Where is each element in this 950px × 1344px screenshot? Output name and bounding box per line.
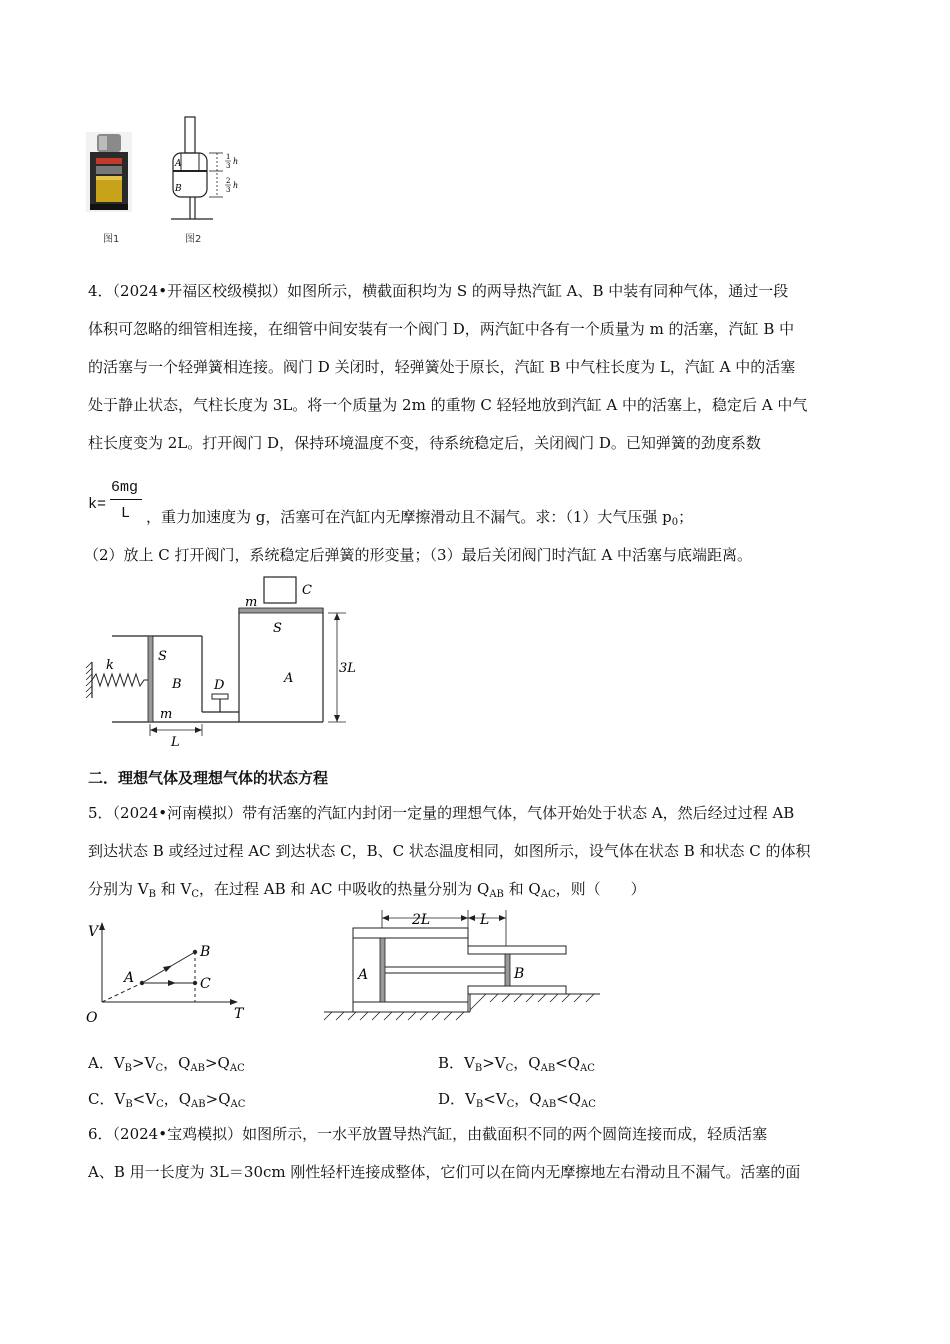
- k-denominator: L: [121, 505, 131, 522]
- q4-line-3: 的活塞与一个轻弹簧相连接。阀门 D 关闭时，轻弹簧处于原长，汽缸 B 中气柱长度为 L，汽缸 A 中的活塞: [88, 358, 796, 376]
- fraction-bar: [110, 499, 142, 500]
- opt-c-m1: <V: [132, 1090, 157, 1108]
- opt-b-m2: ，Q: [513, 1054, 541, 1072]
- sub-vc: C: [191, 889, 199, 900]
- figure-2-diagram: [165, 115, 245, 227]
- sub-qac: AC: [540, 889, 556, 900]
- opt-a-m1: >V: [132, 1054, 156, 1072]
- fig2-h1: h: [233, 157, 239, 166]
- opt-c-m2: ，Q: [163, 1090, 192, 1108]
- opt-d-pre: D．V: [438, 1090, 476, 1108]
- q4-line-6-end: ；: [678, 508, 694, 526]
- k-numerator: 6mg: [111, 479, 139, 496]
- q5-line-1: 5．（2024•河南模拟）带有活塞的汽缸内封闭一定量的理想气体，气体开始处于状态 A，然后经过过程 AB: [88, 804, 795, 822]
- q5-line-3-g: 和 Q: [503, 880, 541, 898]
- opt-c-s3: AB: [191, 1099, 206, 1110]
- dimension-3l: 3L: [339, 661, 356, 676]
- q4-figure: [84, 572, 374, 752]
- label-a: A: [284, 671, 294, 686]
- fig2-label-b: B: [175, 184, 182, 194]
- opt-a-m2: ，Q: [163, 1054, 191, 1072]
- label-m-a: m: [245, 595, 258, 610]
- cylinder-photo-image: [86, 132, 132, 212]
- sub-qab: AB: [489, 889, 504, 900]
- q4-line-7: （2）放上 C 打开阀门，系统稳定后弹簧的形变量；（3）最后关闭阀门时汽缸 A 中活塞与底端距离。: [84, 546, 752, 564]
- piston-a-h: [380, 938, 385, 1002]
- label-b: B: [172, 677, 182, 692]
- fig2-frac2-den: 3: [226, 186, 231, 194]
- opt-b-s4: AC: [580, 1063, 595, 1074]
- point-a-label: A: [124, 970, 135, 986]
- opt-d-m3: <Q: [556, 1090, 582, 1108]
- opt-d-s2: C: [506, 1099, 515, 1110]
- piston-label-a: A: [358, 967, 369, 983]
- dimension-l2: L: [480, 912, 490, 928]
- opt-c-s1: B: [125, 1099, 133, 1110]
- sub-vb: B: [148, 889, 156, 900]
- origin-label: O: [86, 1010, 98, 1026]
- option-c[interactable]: [88, 1089, 245, 1115]
- opt-a-pre: A．V: [88, 1054, 125, 1072]
- opt-c-pre: C．V: [88, 1090, 126, 1108]
- q4-line-2: 体积可忽略的细管相连接，在细管中间安装有一个阀门 D，两汽缸中各有一个质量为 m 的活塞，汽缸 B 中: [88, 320, 795, 338]
- opt-b-m3: <Q: [555, 1054, 581, 1072]
- axis-v-label: V: [88, 924, 99, 940]
- opt-d-s1: B: [475, 1099, 484, 1110]
- opt-b-m1: >V: [482, 1054, 506, 1072]
- q5-line-2: 到达状态 B 或经过过程 AC 到达状态 C，B、C 状态温度相同，如图所示，设气体在状态 B 和状态 C 的体积: [88, 842, 811, 860]
- axis-t-label: T: [234, 1006, 244, 1022]
- fig2-h2: h: [233, 181, 239, 190]
- point-b-label: B: [200, 944, 211, 960]
- q6-line-2: A、B 用一长度为 3L＝30cm 刚性轻杆连接成整体，它们可以在筒内无摩擦地左右滑动且不漏气。活塞的面: [88, 1163, 801, 1181]
- option-d[interactable]: [438, 1089, 596, 1115]
- q4-line-4: 处于静止状态，气柱长度为 3L。将一个质量为 2m 的重物 C 轻轻地放到汽缸 A 中的活塞上，稳定后 A 中气: [88, 396, 808, 414]
- piston-label-b: B: [514, 966, 525, 982]
- valve-label-d: D: [214, 678, 225, 693]
- dimension-2l: 2L: [412, 912, 431, 928]
- section-title: 二．理想气体及理想气体的状态方程: [88, 769, 329, 787]
- label-s-a: S: [273, 621, 282, 636]
- piston-b: [148, 636, 153, 722]
- horizontal-cylinder-figure: [320, 906, 605, 1030]
- option-a[interactable]: [88, 1053, 245, 1079]
- figure-1-photo: [86, 132, 132, 212]
- opt-b-s1: B: [474, 1063, 483, 1074]
- fig2-frac2-num: 2: [226, 177, 231, 185]
- opt-a-s1: B: [124, 1063, 133, 1074]
- q5-line-3-i: ，则（ ）: [555, 880, 646, 898]
- q5-line-3-e: ，在过程 AB 和 AC 中吸收的热量分别为 Q: [199, 880, 490, 898]
- dimension-l: L: [171, 735, 180, 750]
- opt-a-s3: AB: [190, 1063, 205, 1074]
- k-prefix: k=: [88, 496, 107, 513]
- opt-d-s3: AB: [541, 1099, 557, 1110]
- q5-line-3: [88, 879, 646, 905]
- q4-line-1: 4．（2024•开福区校级模拟）如图所示，横截面积均为 S 的两导热汽缸 A、B 中装有同种气体，通过一段: [88, 282, 789, 300]
- q6-line-1: 6．（2024•宝鸡模拟）如图所示，一水平放置导热汽缸，由截面积不同的两个圆筒连接而成，轻质活塞: [88, 1125, 768, 1143]
- spring-label-k: k: [106, 658, 114, 673]
- fig2-frac1-den: 3: [226, 162, 231, 170]
- opt-d-m2: ，Q: [514, 1090, 542, 1108]
- opt-a-s4: AC: [229, 1063, 245, 1074]
- p0-subscript: 0: [671, 517, 679, 528]
- opt-c-s2: C: [156, 1099, 164, 1110]
- opt-d-s4: AC: [581, 1099, 596, 1110]
- q5-line-3-a: 分别为 V: [88, 880, 149, 898]
- fig2-label-a: A: [175, 159, 182, 169]
- label-s-b: S: [158, 649, 167, 664]
- q5-line-3-c: 和 V: [155, 880, 192, 898]
- label-c: C: [302, 583, 312, 598]
- q4-line-6: [146, 507, 693, 533]
- point-c-label: C: [200, 976, 211, 992]
- option-b[interactable]: [438, 1053, 595, 1079]
- label-m-b: m: [160, 707, 173, 722]
- opt-a-m3: >Q: [204, 1054, 230, 1072]
- opt-c-m3: >Q: [205, 1090, 231, 1108]
- opt-a-s2: C: [155, 1063, 164, 1074]
- q4-line-6-text: ，重力加速度为 g，活塞可在汽缸内无摩擦滑动且不漏气。求：（1）大气压强 p: [146, 508, 672, 526]
- fig2-frac1-num: 1: [226, 153, 231, 161]
- opt-b-s3: AB: [540, 1063, 556, 1074]
- piston-b-h: [505, 954, 510, 986]
- figure-2-caption: 图2: [185, 234, 202, 245]
- weight-c: [264, 577, 296, 603]
- opt-b-pre: B．V: [438, 1054, 475, 1072]
- opt-c-s4: AC: [230, 1099, 246, 1110]
- opt-d-m1: <V: [483, 1090, 507, 1108]
- vt-graph: [82, 916, 252, 1031]
- opt-b-s2: C: [505, 1063, 514, 1074]
- figure-1-caption: 图1: [103, 234, 120, 245]
- q4-line-5: 柱长度变为 2L。打开阀门 D，保持环境温度不变，待系统稳定后，关闭阀门 D。已知弹簧的劲度系数: [88, 434, 761, 452]
